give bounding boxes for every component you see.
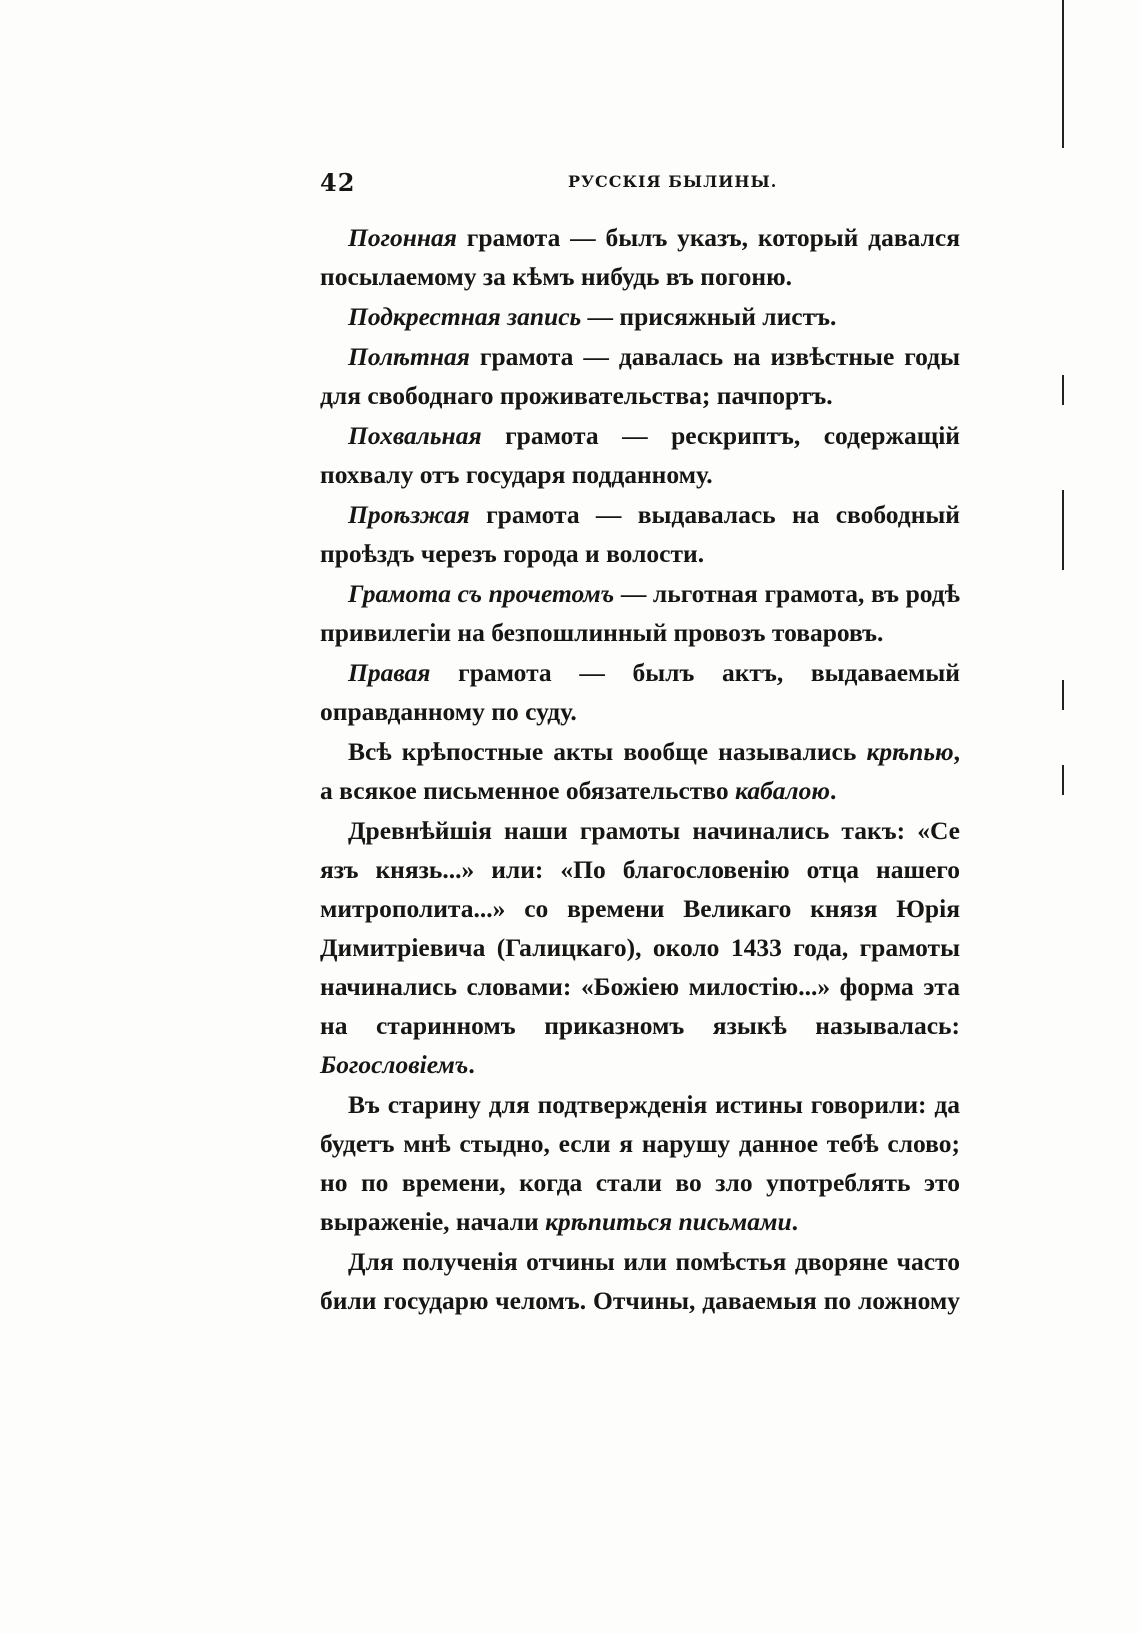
paragraph [320, 297, 960, 336]
term: Богословіемъ [320, 1050, 469, 1079]
paragraph [320, 653, 960, 731]
definition: грамота — давалась на извѣстные годы для свободнаго проживательства; пачпортъ. [320, 342, 960, 410]
page-edge-line [1062, 765, 1064, 795]
term: Проѣзжая [348, 500, 470, 529]
term: Подкрестная запись [348, 302, 582, 331]
definition: грамота — выдавалась на свободный проѣздъ черезъ города и волости. [320, 500, 960, 568]
term: крѣпиться письмами [545, 1207, 792, 1236]
term: Погонная [348, 223, 457, 252]
term: кабалою [735, 776, 830, 805]
term: Похвальная [348, 421, 482, 450]
paragraph-gramoty: Древнѣйшія наши грамоты начинались такъ: «Се язъ князь...» или: «По благословенію отца нашего митрополита...» со времени Великаго князя Юрія Димитріевича (Галицкаго), около 1433 года, грамоты начинались словами: «Божіею милостію...» форма эта на старинномъ приказномъ языкѣ называлась: Богословіемъ. [320, 816, 960, 1079]
definition: — присяжный листъ. [581, 302, 837, 331]
paragraph [320, 337, 960, 415]
page-edge-line [1062, 0, 1064, 148]
definition: грамота — былъ актъ, выдаваемый оправданному по суду. [320, 658, 960, 726]
paragraph-starinu: Въ старину для подтвержденія истины говорили: да будетъ мнѣ стыдно, если я нарушу данное тебѣ слово; но по времени, когда стали во зло употреблять это выраженіе, начали крѣпиться письмами. [320, 1090, 960, 1236]
page-number: 42 [320, 168, 356, 197]
term: Правая [348, 658, 431, 687]
term: Грамота съ прочетомъ [348, 579, 615, 608]
page-header [320, 168, 960, 208]
paragraph [320, 495, 960, 573]
definition: грамота — рескриптъ, содержащій похвалу отъ государя подданному. [320, 421, 960, 489]
paragraph [320, 416, 960, 494]
definition: грамота — былъ указъ, который давался посылаемому за кѣмъ нибудь въ погоню. [320, 223, 960, 291]
running-head: РУССКІЯ БЫЛИНЫ. [568, 172, 778, 191]
body-text [320, 218, 960, 1321]
term: крѣпью [866, 737, 954, 766]
paragraph [320, 218, 960, 296]
page-edge-line [1062, 680, 1064, 710]
term: Полѣтная [348, 342, 470, 371]
paragraph-otchiny: Для полученія отчины или помѣстья дворяне часто били государю челомъ. Отчины, даваемыя по ложному [320, 1247, 960, 1315]
paragraph [320, 574, 960, 652]
definition: — льготная грамота, въ родѣ привилегіи на безпошлинный провозъ товаровъ. [320, 579, 960, 647]
paragraph-krepost: Всѣ крѣпостные акты вообще назывались крѣпью, а всякое письменное обязательство кабалою. [320, 737, 960, 805]
page-edge-line [1062, 490, 1064, 570]
page-edge-line [1062, 375, 1064, 405]
